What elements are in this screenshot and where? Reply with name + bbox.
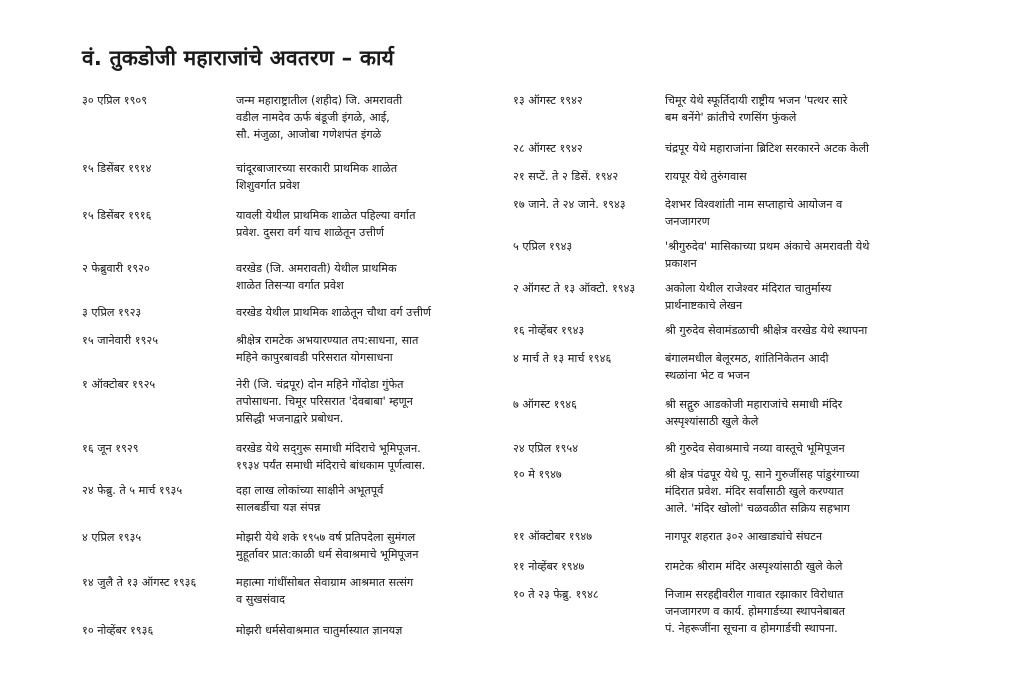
description-line: महिने कापुरबावडी परिसरात योगसाधना xyxy=(236,351,393,364)
entry-description xyxy=(236,376,413,427)
entry-date: १० ते २३ फेब्रु. १९४८ xyxy=(513,588,599,601)
entry-date: ३ एप्रिल १९२३ xyxy=(82,306,142,319)
entry-date: ४ मार्च ते १३ मार्च १९४६ xyxy=(513,352,612,365)
entry-date: १० नोव्हेंबर १९३६ xyxy=(82,624,154,637)
description-line: वरखेड (जि. अमरावती) येथील प्राथमिक xyxy=(236,262,397,275)
entry-description xyxy=(665,280,831,314)
entry-description xyxy=(236,207,415,241)
description-line: बंगालमधील बेलूरमठ, शांतिनिकेतन आदी xyxy=(665,352,829,365)
description-line: चिमूर येथे स्फूर्तिदायी राष्ट्रीय भजन 'पत्थर सारे xyxy=(665,94,848,107)
entry-date: ७ ऑगस्ट १९४६ xyxy=(513,398,577,411)
description-line: मंदिरात प्रवेश. मंदिर सर्वांसाठी खुले करण्यात xyxy=(665,485,844,498)
entry-date: १ ऑक्टोबर १९२५ xyxy=(82,378,156,391)
description-line: दहा लाख लोकांच्या साक्षीने अभूतपूर्व xyxy=(236,484,384,497)
description-line: मोझरी धर्मसेवाश्रमात चातुर्मास्यात ज्ञानयज्ञ xyxy=(236,624,403,637)
description-line: चांदूरबाजारच्या सरकारी प्राथमिक शाळेत xyxy=(236,162,398,175)
description-line: १९३४ पर्यंत समाधी मंदिराचे बांधकाम पूर्णत्वास. xyxy=(236,459,426,472)
entry-date: २८ ऑगस्ट १९४२ xyxy=(513,142,583,155)
entry-date: १७ जाने. ते २४ जाने. १९४३ xyxy=(513,198,626,211)
description-line: यावली येथील प्राथमिक शाळेत पहिल्या वर्गात xyxy=(236,209,416,222)
entry-description xyxy=(665,168,747,185)
description-line: महात्मा गांधींसोबत सेवाग्राम आश्रमात सत्संग xyxy=(236,576,414,589)
description-line: मुहूर्तावर प्रात:काळी धर्म सेवाश्रमाचे भूमिपूजन xyxy=(236,548,419,561)
entry-date: १४ जुलै ते १३ ऑगस्ट १९३६ xyxy=(82,576,197,589)
description-line: अस्पृश्यांसाठी खुले केले xyxy=(665,415,759,428)
description-line: आले. 'मंदिर खोलो' चळवळीत सक्रिय सहभाग xyxy=(665,502,850,515)
entry-date: २४ फेब्रु. ते ५ मार्च १९३५ xyxy=(82,484,183,497)
entry-date: २१ सप्टें. ते २ डिसें. १९४२ xyxy=(513,170,619,183)
entry-description xyxy=(236,440,425,474)
entry-description xyxy=(665,350,829,384)
entry-date: ११ ऑक्टोबर १९४७ xyxy=(513,530,593,543)
description-line: प्रवेश. दुसरा वर्ग याच शाळेतून उत्तीर्ण xyxy=(236,226,384,239)
description-line: व सुखसंवाद xyxy=(236,593,286,606)
description-line: मोझरी येथे शके १९५७ वर्ष प्रतिपदेला सुमंगल xyxy=(236,531,416,544)
entry-description xyxy=(665,92,847,126)
description-line: देशभर विश्वशांती नाम सप्ताहाचे आयोजन व xyxy=(665,198,843,211)
entry-description xyxy=(236,622,402,639)
description-line: वरखेड येथे सद्‌गुरू समाधी मंदिराचे भूमिपूजन. xyxy=(236,442,421,455)
description-line: जनजागरण व कार्य. होमगार्डच्या स्थापनेबाबत xyxy=(665,605,845,618)
description-line: श्री सद्गुरु आडकोजी महाराजांचे समाधी मंदिर xyxy=(665,398,843,411)
entry-description xyxy=(236,574,413,608)
entry-description xyxy=(665,466,859,517)
entry-date: २ ऑगस्ट ते १३ ऑक्टो. १९४३ xyxy=(513,282,636,295)
description-line: वरखेड येथील प्राथमिक शाळेतून चौथा वर्ग उत्तीर्ण xyxy=(236,306,431,319)
entry-date: १६ जून १९२९ xyxy=(82,442,139,455)
entry-date: ११ नोव्हेंबर १९४७ xyxy=(513,560,585,573)
description-line: अकोला येथील राजेश्वर मंदिरात चातुर्मास्य xyxy=(665,282,832,295)
description-line: प्रार्थनाष्टकाचे लेखन xyxy=(665,299,743,312)
entry-description xyxy=(236,260,397,294)
description-line: जन्म महाराष्ट्रातील (शहीद) जि. अमरावती xyxy=(236,94,403,107)
description-line: शाळेत तिसऱ्या वर्गात प्रवेश xyxy=(236,279,344,292)
entry-date: १३ ऑगस्ट १९४२ xyxy=(513,94,583,107)
entry-date: २४ एप्रिल १९५४ xyxy=(513,442,579,455)
description-line: बम बनेंगे' क्रांतीचे रणसिंग फुंकले xyxy=(665,111,797,124)
description-line: प्रकाशन xyxy=(665,257,697,270)
description-line: तपोसाधना. चिमूर परिसरात 'देवबाबा' म्हणून xyxy=(236,395,413,408)
entry-description xyxy=(236,304,431,321)
entry-description xyxy=(665,440,845,457)
description-line: वडील नामदेव ऊर्फ बंडूजी इंगळे, आई, xyxy=(236,111,390,124)
entry-date: ४ एप्रिल १९३५ xyxy=(82,531,142,544)
description-line: निजाम सरहद्दीवरील गावात रझाकार विरोधात xyxy=(665,588,844,601)
entry-date: ३० एप्रिल १९०९ xyxy=(82,94,148,107)
description-line: जनजागरण xyxy=(665,215,710,228)
description-line: सौ. मंजुळा, आजोबा गणेशपंत इंगळे xyxy=(236,128,382,141)
description-line: श्रीक्षेत्र रामटेक अभयारण्यात तप:साधना, सात xyxy=(236,334,419,347)
entry-description xyxy=(665,140,869,157)
description-line: 'श्रीगुरुदेव' मासिकाच्या प्रथम अंकाचे अमरावती येथे xyxy=(665,240,870,253)
entry-date: १० मे १९४७ xyxy=(513,468,562,481)
page-title: वं. तुकडोजी महाराजांचे अवतरण – कार्य xyxy=(82,46,395,70)
description-line: नागपूर शहरात ३०२ आखाड्यांचे संघटन xyxy=(665,530,823,543)
description-line: रायपूर येथे तुरुंगवास xyxy=(665,170,747,183)
description-line: चंद्रपूर येथे महाराजांना ब्रिटिश सरकारने अटक केली xyxy=(665,142,869,155)
entry-description xyxy=(665,396,842,430)
description-line: श्री गुरुदेव सेवाश्रमाचे नव्या वास्तूचे भूमिपूजन xyxy=(665,442,845,455)
description-line: श्री क्षेत्र पंढपूर येथे पू. साने गुरुजींसह पांडुरंगाच्या xyxy=(665,468,860,481)
description-line: शिशुवर्गात प्रवेश xyxy=(236,179,300,192)
entry-date: १५ डिसेंबर १९१६ xyxy=(82,209,152,222)
entry-description xyxy=(236,92,402,143)
entry-description xyxy=(665,322,867,339)
entry-description xyxy=(665,586,845,637)
description-line: सालबर्डीचा यज्ञ संपन्न xyxy=(236,501,321,514)
entry-date: ५ एप्रिल १९४३ xyxy=(513,240,573,253)
entry-date: २ फेब्रुवारी १९२० xyxy=(82,262,150,275)
entry-date: १५ डिसेंबर १९१४ xyxy=(82,162,152,175)
entry-description xyxy=(665,238,869,272)
entry-description xyxy=(236,332,418,366)
description-line: नेरी (जि. चंद्रपूर) दोन महिने गोंदोडा गुंफेत xyxy=(236,378,404,391)
entry-description xyxy=(236,529,418,563)
entry-description xyxy=(665,558,842,575)
description-line: प्रसिद्धी भजनाद्वारे प्रबोधन. xyxy=(236,412,344,425)
entry-description xyxy=(665,528,822,545)
description-line: पं. नेहरूजींना सूचना व होमगार्डची स्थापना. xyxy=(665,622,838,635)
entry-date: १६ नोव्हेंबर १९४३ xyxy=(513,324,585,337)
description-line: श्री गुरुदेव सेवामंडळाची श्रीक्षेत्र वरखेड येथे स्थापना xyxy=(665,324,868,337)
description-line: रामटेक श्रीराम मंदिर अस्पृश्यांसाठी खुले केले xyxy=(665,560,843,573)
entry-description xyxy=(665,196,842,230)
entry-description xyxy=(236,482,383,516)
entry-description xyxy=(236,160,397,194)
description-line: स्थळांना भेट व भजन xyxy=(665,369,750,382)
entry-date: १५ जानेवारी १९२५ xyxy=(82,334,159,347)
